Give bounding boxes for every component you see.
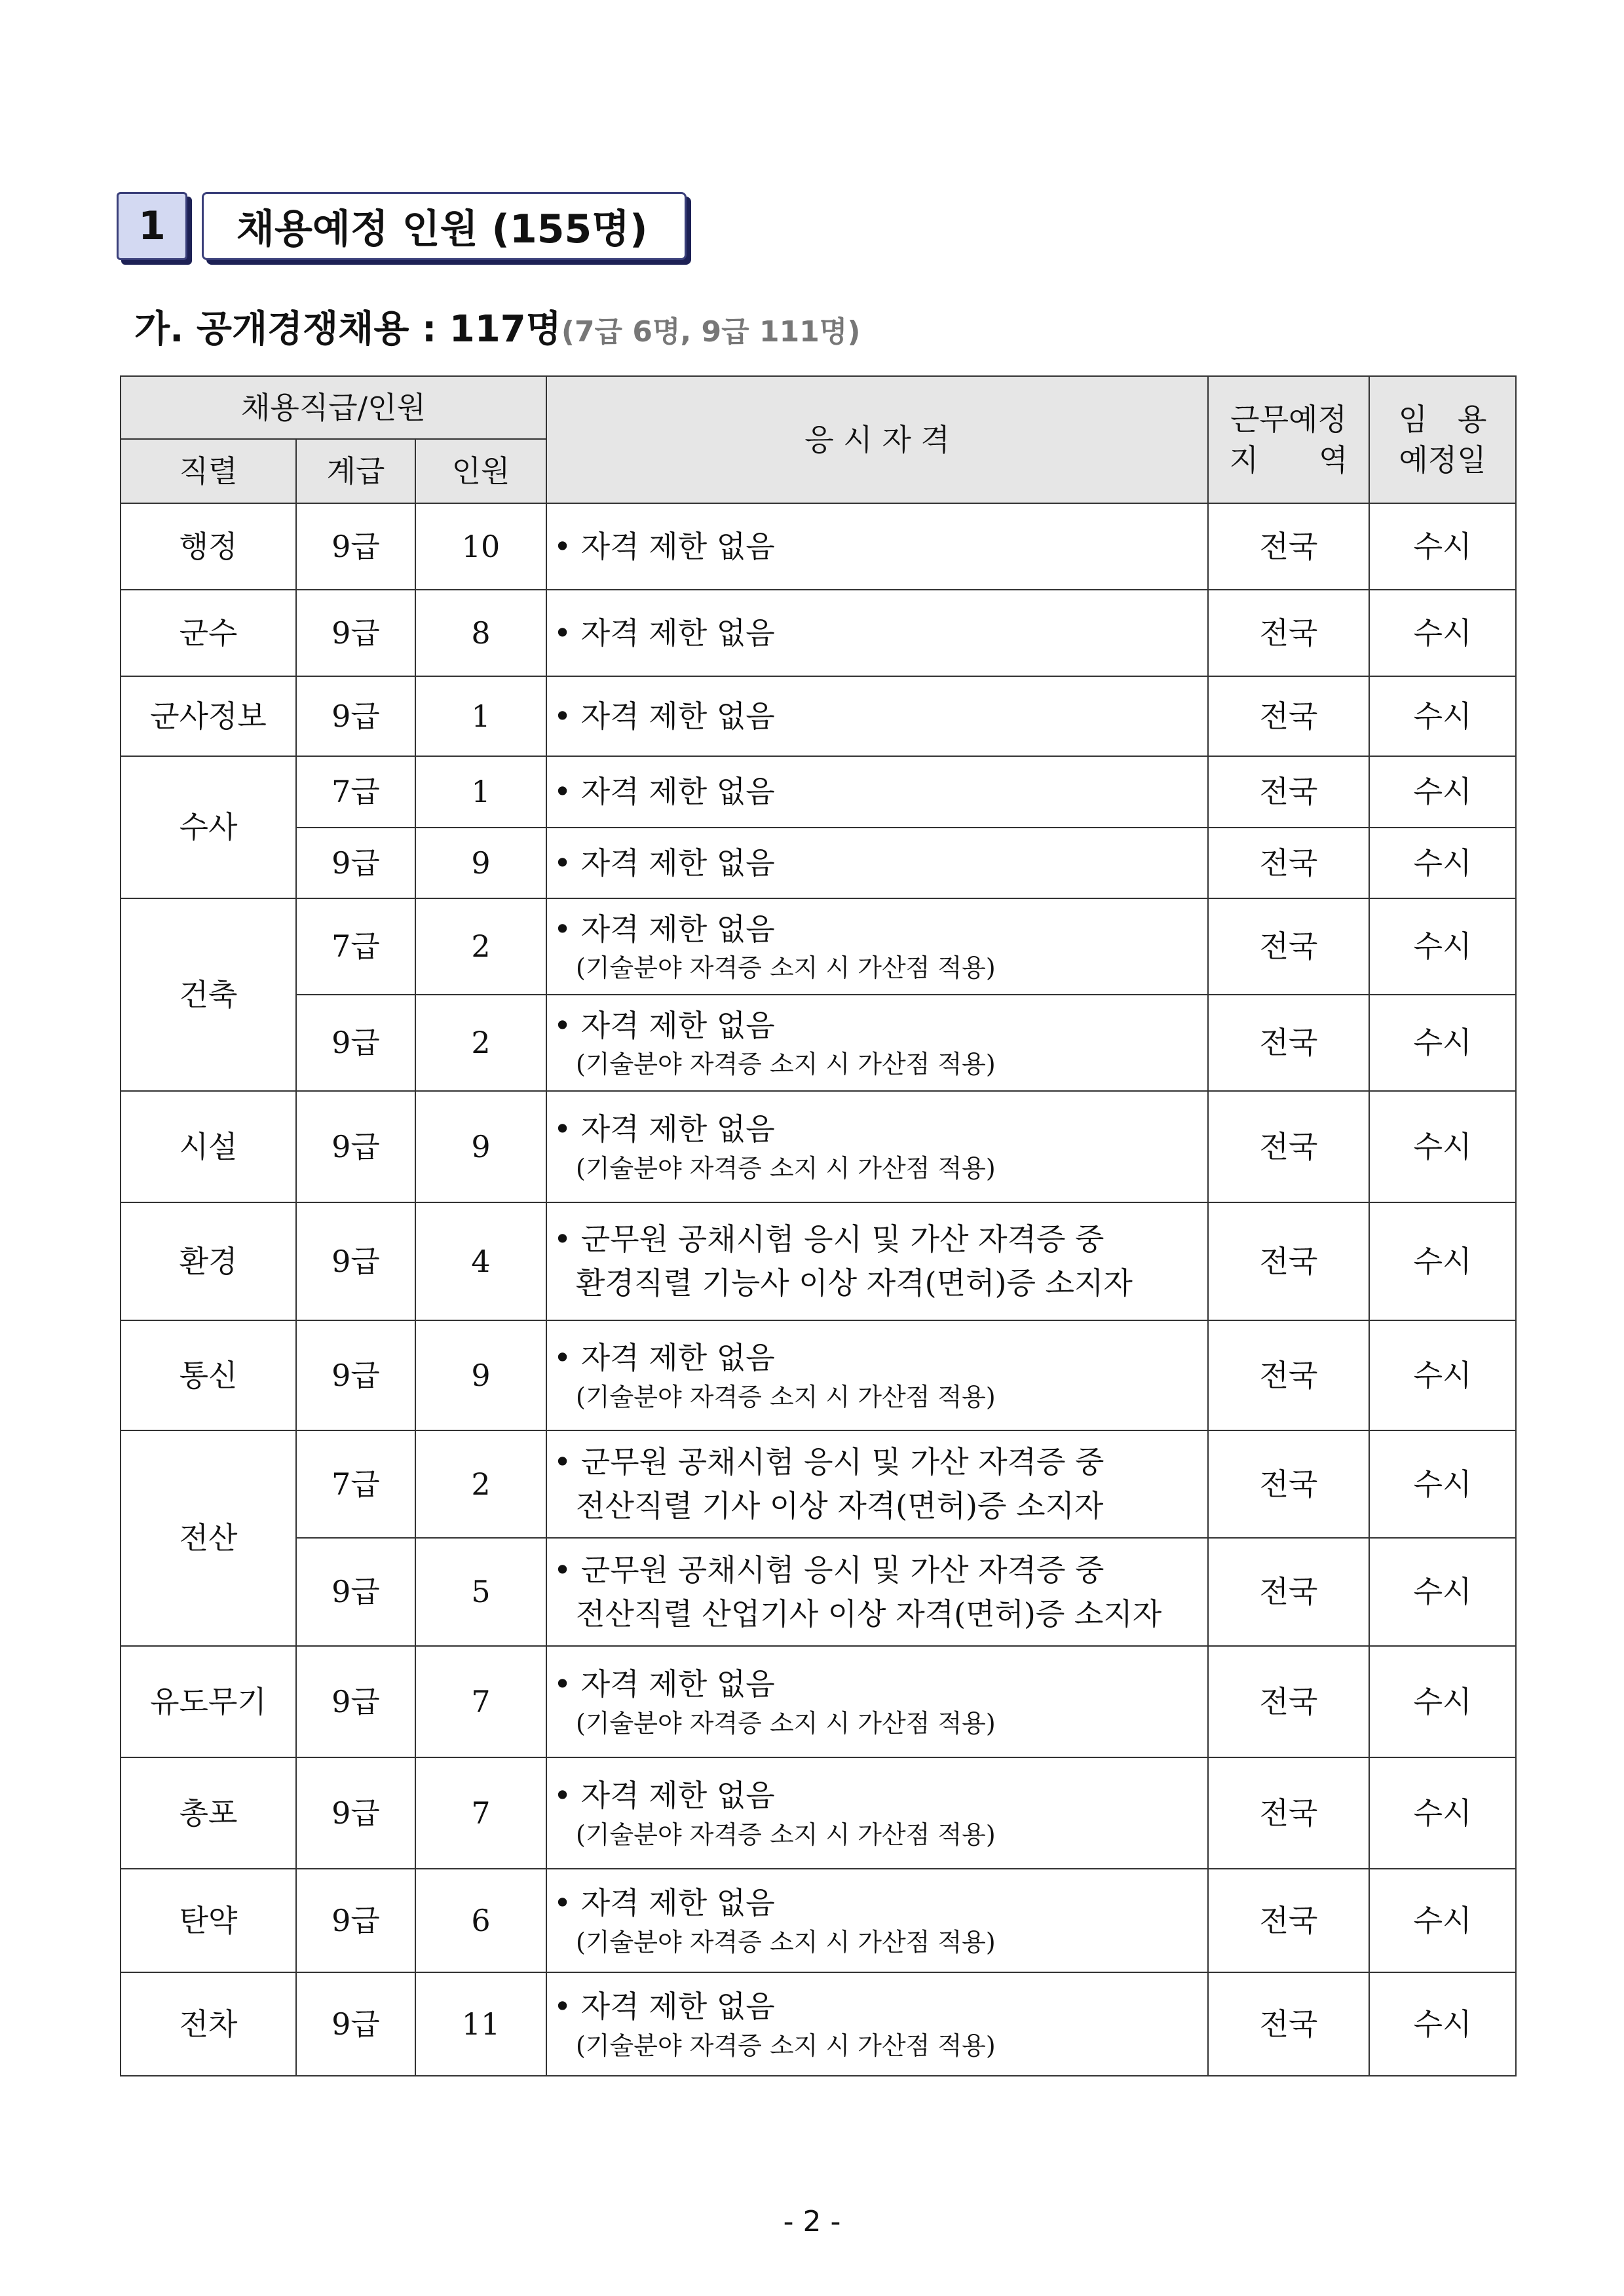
qual-note: (기술분야 자격증 소지 시 가산점 적용) bbox=[576, 1708, 996, 1738]
cell-grade: 7급 bbox=[296, 898, 415, 995]
bullet-icon: • bbox=[554, 1111, 572, 1147]
cell-qualification bbox=[546, 898, 1208, 995]
qual-text: 군무원 공채시험 응시 및 가산 자격증 중 bbox=[580, 1221, 1105, 1257]
header-region bbox=[1208, 376, 1369, 503]
cell-grade: 7급 bbox=[296, 1430, 415, 1538]
cell-date: 수시 bbox=[1369, 1202, 1516, 1320]
qual-text: 군무원 공채시험 응시 및 가산 자격증 중 bbox=[580, 1444, 1105, 1480]
qual-text: 자격 제한 없음 bbox=[580, 698, 775, 734]
qual-text: 군무원 공채시험 응시 및 가산 자격증 중 bbox=[580, 1552, 1105, 1588]
table-row bbox=[121, 1091, 1516, 1202]
subheading-note: (7급 6명, 9급 111명) bbox=[561, 315, 861, 349]
qual-text: 자격 제한 없음 bbox=[580, 615, 775, 651]
qual-text-line2: 전산직렬 산업기사 이상 자격(면허)증 소지자 bbox=[576, 1596, 1162, 1632]
cell-count: 2 bbox=[415, 1430, 546, 1538]
header-group: 채용직급/인원 bbox=[121, 376, 546, 439]
table-row bbox=[121, 995, 1516, 1091]
cell-region: 전국 bbox=[1208, 1202, 1369, 1320]
cell-date: 수시 bbox=[1369, 1869, 1516, 1972]
header-series: 직렬 bbox=[121, 439, 296, 503]
table-row bbox=[121, 1320, 1516, 1430]
cell-region: 전국 bbox=[1208, 1320, 1369, 1430]
table-row bbox=[121, 676, 1516, 756]
cell-series: 행정 bbox=[121, 503, 296, 590]
bullet-icon: • bbox=[554, 1989, 572, 2025]
cell-grade: 9급 bbox=[296, 1646, 415, 1757]
qual-text: 자격 제한 없음 bbox=[580, 845, 775, 881]
qual-text: 자격 제한 없음 bbox=[580, 774, 775, 810]
cell-count: 6 bbox=[415, 1869, 546, 1972]
cell-grade: 9급 bbox=[296, 1538, 415, 1646]
cell-grade: 9급 bbox=[296, 676, 415, 756]
bullet-icon: • bbox=[554, 1778, 572, 1814]
cell-series: 전산 bbox=[121, 1430, 296, 1646]
bullet-icon: • bbox=[554, 615, 572, 651]
cell-date: 수시 bbox=[1369, 1646, 1516, 1757]
cell-region: 전국 bbox=[1208, 1757, 1369, 1869]
cell-series: 건축 bbox=[121, 898, 296, 1091]
subheading-main: 가. 공개경쟁채용 : 117명 bbox=[134, 308, 561, 351]
table-row bbox=[121, 1430, 1516, 1538]
qual-text-line2: 전산직렬 기사 이상 자격(면허)증 소지자 bbox=[576, 1488, 1104, 1523]
qual-text: 자격 제한 없음 bbox=[580, 528, 775, 564]
cell-count: 2 bbox=[415, 898, 546, 995]
cell-series: 수사 bbox=[121, 756, 296, 898]
cell-region: 전국 bbox=[1208, 1869, 1369, 1972]
cell-date: 수시 bbox=[1369, 1538, 1516, 1646]
qual-note: (기술분야 자격증 소지 시 가산점 적용) bbox=[576, 1820, 996, 1849]
cell-qualification bbox=[546, 1646, 1208, 1757]
table-row bbox=[121, 503, 1516, 590]
cell-count: 9 bbox=[415, 828, 546, 898]
cell-region: 전국 bbox=[1208, 995, 1369, 1091]
cell-grade: 9급 bbox=[296, 1202, 415, 1320]
cell-region: 전국 bbox=[1208, 590, 1369, 676]
cell-series: 군사정보 bbox=[121, 676, 296, 756]
cell-region: 전국 bbox=[1208, 756, 1369, 828]
cell-date: 수시 bbox=[1369, 756, 1516, 828]
table-row bbox=[121, 1202, 1516, 1320]
cell-count: 9 bbox=[415, 1320, 546, 1430]
cell-region: 전국 bbox=[1208, 1538, 1369, 1646]
cell-date: 수시 bbox=[1369, 1757, 1516, 1869]
cell-qualification bbox=[546, 1202, 1208, 1320]
qual-text: 자격 제한 없음 bbox=[580, 1778, 775, 1814]
header-region-line2: 지 역 bbox=[1229, 442, 1348, 478]
cell-count: 1 bbox=[415, 676, 546, 756]
cell-series: 총포 bbox=[121, 1757, 296, 1869]
bullet-icon: • bbox=[554, 1221, 572, 1257]
header-count: 인원 bbox=[415, 439, 546, 503]
table-row bbox=[121, 1646, 1516, 1757]
section-number: 1 bbox=[117, 192, 187, 260]
qual-text: 자격 제한 없음 bbox=[580, 1666, 775, 1702]
qual-text: 자격 제한 없음 bbox=[580, 1007, 775, 1043]
table-row bbox=[121, 756, 1516, 828]
cell-qualification bbox=[546, 590, 1208, 676]
cell-grade: 9급 bbox=[296, 828, 415, 898]
cell-grade: 7급 bbox=[296, 756, 415, 828]
cell-grade: 9급 bbox=[296, 1320, 415, 1430]
cell-series: 시설 bbox=[121, 1091, 296, 1202]
bullet-icon: • bbox=[554, 1552, 572, 1588]
bullet-icon: • bbox=[554, 528, 572, 564]
cell-series: 탄약 bbox=[121, 1869, 296, 1972]
cell-series: 통신 bbox=[121, 1320, 296, 1430]
table-row bbox=[121, 590, 1516, 676]
qual-text: 자격 제한 없음 bbox=[580, 1111, 775, 1147]
subheading bbox=[134, 300, 860, 353]
cell-qualification bbox=[546, 828, 1208, 898]
recruitment-table bbox=[120, 375, 1517, 2076]
cell-region: 전국 bbox=[1208, 1091, 1369, 1202]
cell-date: 수시 bbox=[1369, 1430, 1516, 1538]
cell-qualification bbox=[546, 995, 1208, 1091]
cell-date: 수시 bbox=[1369, 676, 1516, 756]
qual-text-line2: 환경직렬 기능사 이상 자격(면허)증 소지자 bbox=[576, 1265, 1133, 1301]
table-row bbox=[121, 1972, 1516, 2076]
section-header bbox=[117, 192, 693, 267]
cell-region: 전국 bbox=[1208, 898, 1369, 995]
cell-count: 7 bbox=[415, 1646, 546, 1757]
header-region-line1: 근무예정 bbox=[1230, 401, 1347, 437]
section-title: 채용예정 인원 (155명) bbox=[202, 192, 687, 260]
cell-series: 군수 bbox=[121, 590, 296, 676]
qual-note: (기술분야 자격증 소지 시 가산점 적용) bbox=[576, 1153, 996, 1183]
cell-grade: 9급 bbox=[296, 995, 415, 1091]
cell-qualification bbox=[546, 1869, 1208, 1972]
table-row bbox=[121, 1757, 1516, 1869]
qual-note: (기술분야 자격증 소지 시 가산점 적용) bbox=[576, 953, 996, 983]
qual-text: 자격 제한 없음 bbox=[580, 1340, 775, 1376]
cell-date: 수시 bbox=[1369, 503, 1516, 590]
cell-series: 유도무기 bbox=[121, 1646, 296, 1757]
page-number: - 2 - bbox=[783, 2205, 841, 2238]
bullet-icon: • bbox=[554, 774, 572, 810]
cell-count: 2 bbox=[415, 995, 546, 1091]
cell-date: 수시 bbox=[1369, 590, 1516, 676]
cell-qualification bbox=[546, 1091, 1208, 1202]
cell-qualification bbox=[546, 503, 1208, 590]
bullet-icon: • bbox=[554, 1885, 572, 1921]
header-date bbox=[1369, 376, 1516, 503]
cell-region: 전국 bbox=[1208, 676, 1369, 756]
cell-qualification bbox=[546, 756, 1208, 828]
cell-count: 10 bbox=[415, 503, 546, 590]
cell-date: 수시 bbox=[1369, 1320, 1516, 1430]
qual-text: 자격 제한 없음 bbox=[580, 911, 775, 947]
qual-text: 자격 제한 없음 bbox=[580, 1885, 775, 1921]
cell-date: 수시 bbox=[1369, 898, 1516, 995]
cell-qualification bbox=[546, 1538, 1208, 1646]
cell-grade: 9급 bbox=[296, 1972, 415, 2076]
header-date-line2: 예정일 bbox=[1399, 442, 1486, 478]
cell-count: 11 bbox=[415, 1972, 546, 2076]
cell-grade: 9급 bbox=[296, 503, 415, 590]
bullet-icon: • bbox=[554, 1444, 572, 1480]
cell-qualification bbox=[546, 1757, 1208, 1869]
header-date-line1: 임 용 bbox=[1398, 401, 1487, 437]
cell-date: 수시 bbox=[1369, 995, 1516, 1091]
cell-region: 전국 bbox=[1208, 1972, 1369, 2076]
cell-grade: 9급 bbox=[296, 1869, 415, 1972]
header-grade: 계급 bbox=[296, 439, 415, 503]
cell-count: 8 bbox=[415, 590, 546, 676]
cell-qualification bbox=[546, 1320, 1208, 1430]
cell-grade: 9급 bbox=[296, 1091, 415, 1202]
table-row bbox=[121, 1538, 1516, 1646]
cell-count: 4 bbox=[415, 1202, 546, 1320]
cell-series: 전차 bbox=[121, 1972, 296, 2076]
qual-note: (기술분야 자격증 소지 시 가산점 적용) bbox=[576, 2031, 996, 2060]
cell-count: 1 bbox=[415, 756, 546, 828]
bullet-icon: • bbox=[554, 845, 572, 881]
cell-count: 5 bbox=[415, 1538, 546, 1646]
bullet-icon: • bbox=[554, 1007, 572, 1043]
cell-grade: 9급 bbox=[296, 590, 415, 676]
cell-region: 전국 bbox=[1208, 828, 1369, 898]
table-row bbox=[121, 828, 1516, 898]
cell-region: 전국 bbox=[1208, 1430, 1369, 1538]
cell-series: 환경 bbox=[121, 1202, 296, 1320]
cell-date: 수시 bbox=[1369, 828, 1516, 898]
bullet-icon: • bbox=[554, 911, 572, 947]
table-row bbox=[121, 1869, 1516, 1972]
qual-note: (기술분야 자격증 소지 시 가산점 적용) bbox=[576, 1927, 996, 1957]
qual-note: (기술분야 자격증 소지 시 가산점 적용) bbox=[576, 1382, 996, 1411]
bullet-icon: • bbox=[554, 698, 572, 734]
cell-count: 7 bbox=[415, 1757, 546, 1869]
qual-text: 자격 제한 없음 bbox=[580, 1989, 775, 2025]
bullet-icon: • bbox=[554, 1666, 572, 1702]
cell-qualification bbox=[546, 1972, 1208, 2076]
cell-date: 수시 bbox=[1369, 1091, 1516, 1202]
cell-date: 수시 bbox=[1369, 1972, 1516, 2076]
cell-qualification bbox=[546, 1430, 1208, 1538]
bullet-icon: • bbox=[554, 1340, 572, 1376]
cell-qualification bbox=[546, 676, 1208, 756]
header-qualification: 응 시 자 격 bbox=[546, 376, 1208, 503]
cell-region: 전국 bbox=[1208, 1646, 1369, 1757]
cell-grade: 9급 bbox=[296, 1757, 415, 1869]
table-row bbox=[121, 898, 1516, 995]
cell-region: 전국 bbox=[1208, 503, 1369, 590]
qual-note: (기술분야 자격증 소지 시 가산점 적용) bbox=[576, 1050, 996, 1079]
cell-count: 9 bbox=[415, 1091, 546, 1202]
